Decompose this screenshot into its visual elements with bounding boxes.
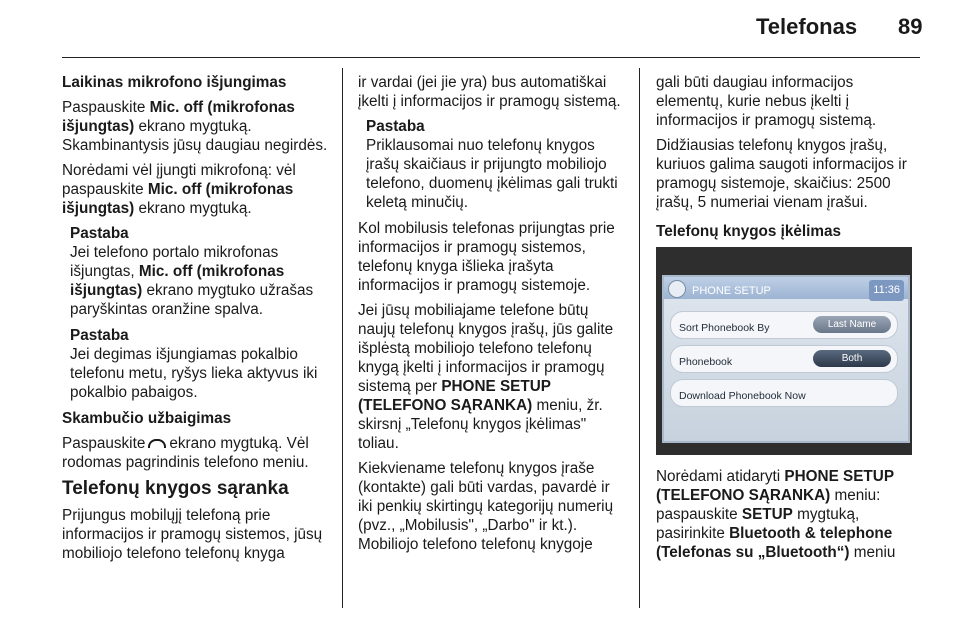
download-phonebook-row[interactable]	[670, 379, 898, 407]
paragraph	[656, 467, 924, 562]
chapter-heading: Telefonų knygos sąranka	[62, 478, 289, 499]
paragraph: Didžiausias telefonų knygos įrašų, kuriuos galima saugoti informacijos ir pramogų sistemoje, skaičius: 2500 įrašų, 5 numeriai vienam įrašui.	[656, 137, 907, 211]
text: ekrano mygtuką. Vėl rodomas pagrindinis telefono meniu.	[62, 435, 309, 471]
phone-setup-screenshot	[656, 247, 912, 455]
display-screen	[662, 275, 910, 443]
paragraph: Kol mobilusis telefonas prijungtas prie informacijos ir pramogų sistemos, telefonų knyga išlieka įrašyta informacijos ir pramogų sistemoje.	[358, 220, 615, 294]
section-heading: Laikinas mikrofono išjungimas	[62, 74, 287, 91]
section-heading: Telefonų knygos įkėlimas	[656, 223, 842, 240]
section-heading: Skambučio užbaigimas	[62, 410, 232, 427]
text: Paspauskite	[62, 435, 146, 452]
note	[366, 117, 626, 212]
text: ekrano mygtuką. Skambinantysis jūsų daugiau negirdės.	[62, 118, 328, 154]
text: Norėdami atidaryti	[656, 468, 785, 485]
row-label: Download Phonebook Now	[679, 390, 806, 402]
paragraph: ir vardai (jei jie yra) bus automatiškai įkelti į informacijos ir pramogų sistemą.	[358, 74, 621, 110]
header-rule	[62, 57, 920, 58]
phonebook-value-button[interactable]: Both	[813, 350, 891, 367]
paragraph	[358, 301, 626, 453]
note-text	[70, 243, 328, 319]
bold-text: SETUP	[741, 506, 793, 523]
note-text: Jei degimas išjungiamas pokalbio telefonu metu, ryšys lieka aktyvus iki pokalbio pabaigos.	[70, 346, 318, 401]
text: Norėdami vėl įjungti mikrofoną: vėl paspauskite	[62, 162, 296, 198]
bold-text: PHONE SETUP (TELEFONO SĄRANKA)	[358, 378, 551, 414]
column-3	[656, 73, 924, 568]
bold-text: Bluetooth & telephone (Telefonas su „Bluetooth“)	[656, 525, 893, 561]
screen-header	[664, 277, 908, 299]
paragraph: Kiekviename telefonų knygos įraše (kontakte) gali būti vardas, pavardė ir iki penkių skirtingų kategorijų numerių (pvz., „Mobilusis", „Darbo" ir kt.). Mobiliojo telefono telefonų knygoje	[358, 460, 614, 553]
paragraph: Prijungus mobilųjį telefoną prie informacijos ir pramogų sistemos, jūsų mobiliojo telefono telefonų knyga	[62, 507, 323, 562]
column-2	[358, 73, 626, 560]
bold-text: Mic. off (mikrofonas išjungtas)	[62, 181, 294, 217]
column-1	[62, 73, 328, 569]
column-divider	[342, 68, 343, 608]
text: meniu: paspauskite	[656, 487, 881, 523]
text: Jei telefono portalo mikrofonas išjungtas,	[70, 244, 279, 280]
text: meniu	[849, 544, 896, 561]
page-number: 89	[898, 14, 923, 39]
bold-text: PHONE SETUP (TELEFONO SĄRANKA)	[656, 468, 894, 504]
text: meniu, žr. skirsnį „Telefonų knygos įkėlimas" toliau.	[358, 397, 603, 452]
paragraph: gali būti daugiau informacijos elementų, kurie nebus įkelti į informacijos ir pramogų sistemą.	[656, 74, 877, 129]
sort-phonebook-row[interactable]	[670, 311, 898, 339]
row-label: Phonebook	[679, 356, 733, 368]
note-title: Pastaba	[70, 225, 129, 242]
phonebook-row[interactable]	[670, 345, 898, 373]
hang-up-icon	[148, 439, 166, 448]
bold-text: Mic. off (mikrofonas išjungtas)	[62, 99, 295, 135]
sort-value-button[interactable]: Last Name	[813, 316, 891, 333]
note-text: Priklausomai nuo telefonų knygos įrašų skaičiaus ir prijungto mobiliojo telefono, duomenų įkėlimas gali trukti keletą minučių.	[366, 137, 618, 211]
page-title: Telefonas	[756, 14, 858, 39]
screen-clock: 11:36	[869, 280, 904, 301]
text: ekrano mygtuko užrašas paryškintas oranžine spalva.	[70, 282, 314, 318]
paragraph	[62, 161, 328, 218]
text: ekrano mygtuką.	[134, 200, 252, 217]
bold-text: Mic. off (mikrofonas išjungtas)	[70, 263, 285, 299]
row-label: Sort Phonebook By	[679, 322, 770, 334]
paragraph	[62, 98, 328, 155]
text: Jei jūsų mobiliajame telefone būtų naujų telefonų knygos įrašų, jūs galite išplėstą mobiliojo telefono telefonų knygą įkelti į informacijos ir pramogų sistemą per	[358, 302, 614, 395]
paragraph	[62, 434, 328, 472]
note	[70, 326, 328, 402]
column-divider	[639, 68, 640, 608]
note-title: Pastaba	[70, 327, 129, 344]
text: mygtuką, pasirinkite	[656, 506, 860, 542]
screen-title: PHONE SETUP	[692, 285, 771, 297]
text: Paspauskite	[62, 99, 150, 116]
phone-settings-icon	[668, 280, 686, 298]
note-title: Pastaba	[366, 118, 425, 135]
note	[70, 224, 328, 319]
